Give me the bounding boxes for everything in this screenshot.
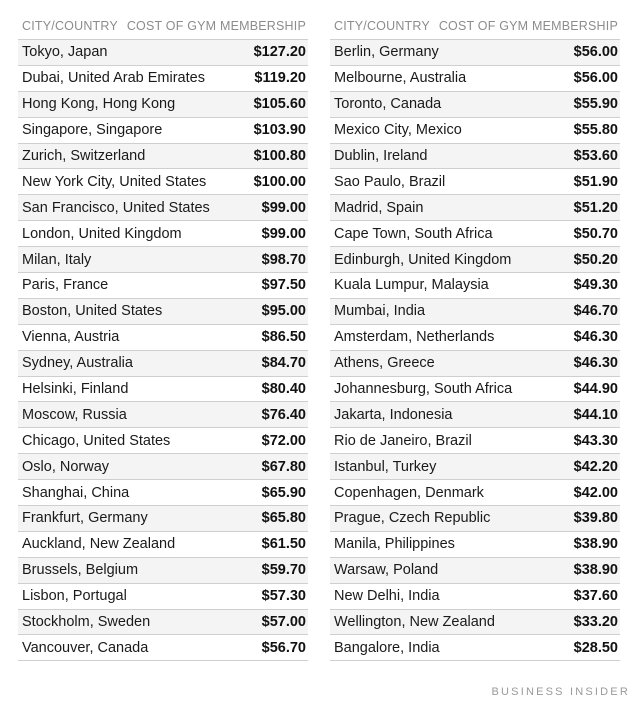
cost-cell: $43.30 [573, 432, 618, 449]
table-row [18, 428, 308, 454]
cost-cell: $33.20 [573, 614, 618, 631]
city-cell: Helsinki, Finland [22, 381, 129, 398]
city-cell: Vancouver, Canada [22, 639, 149, 656]
table-row [18, 351, 308, 377]
cost-cell: $65.90 [261, 484, 306, 501]
cost-cell: $50.70 [573, 225, 618, 242]
cost-cell: $72.00 [261, 432, 306, 449]
cost-cell: $49.30 [573, 277, 618, 294]
city-cell: Chicago, United States [22, 432, 171, 449]
cost-cell: $46.30 [573, 329, 618, 346]
table-row [330, 532, 620, 558]
table-row [330, 169, 620, 195]
cost-cell: $119.20 [254, 70, 306, 87]
city-cell: Wellington, New Zealand [334, 614, 495, 631]
cost-column-header: COST OF GYM MEMBERSHIP [126, 18, 306, 33]
table-body [18, 40, 308, 661]
city-cell: Sydney, Australia [22, 355, 133, 372]
table-row [330, 480, 620, 506]
city-cell: Cape Town, South Africa [334, 225, 493, 242]
city-cell: Melbourne, Australia [334, 70, 467, 87]
city-cell: Copenhagen, Denmark [334, 484, 484, 501]
cost-cell: $76.40 [261, 406, 306, 423]
table-row [330, 273, 620, 299]
table-row [330, 584, 620, 610]
table-row [330, 118, 620, 144]
table-row [330, 402, 620, 428]
table-row [18, 480, 308, 506]
table-header [18, 12, 308, 40]
cost-cell: $99.00 [261, 199, 306, 216]
cost-cell: $42.00 [573, 484, 618, 501]
city-cell: Rio de Janeiro, Brazil [334, 432, 472, 449]
city-cell: Dubai, United Arab Emirates [22, 70, 205, 87]
table-row [330, 506, 620, 532]
city-cell: Edinburgh, United Kingdom [334, 251, 512, 268]
city-cell: Amsterdam, Netherlands [334, 329, 495, 346]
city-cell: Warsaw, Poland [334, 562, 439, 579]
cost-cell: $38.90 [573, 562, 618, 579]
table-row [18, 40, 308, 66]
city-cell: Manila, Philippines [334, 536, 455, 553]
table-row [330, 610, 620, 636]
cost-column-header: COST OF GYM MEMBERSHIP [438, 18, 618, 33]
right-table [330, 12, 620, 661]
city-cell: Auckland, New Zealand [22, 536, 176, 553]
city-cell: Berlin, Germany [334, 44, 439, 61]
table-row [18, 169, 308, 195]
city-cell: Mexico City, Mexico [334, 122, 462, 139]
cost-cell: $28.50 [573, 639, 618, 656]
cost-cell: $100.80 [253, 148, 306, 164]
cost-cell: $84.70 [261, 355, 306, 372]
city-cell: Athens, Greece [334, 355, 435, 372]
table-row [18, 273, 308, 299]
table-row [18, 195, 308, 221]
table-row [330, 221, 620, 247]
city-cell: Boston, United States [22, 303, 163, 320]
cost-cell: $53.60 [573, 148, 618, 164]
city-cell: Istanbul, Turkey [334, 458, 437, 475]
cost-cell: $61.50 [261, 536, 306, 553]
city-cell: New York City, United States [22, 173, 207, 190]
cost-cell: $42.20 [573, 458, 618, 475]
city-cell: Bangalore, India [334, 639, 440, 656]
table-row [18, 247, 308, 273]
city-cell: Prague, Czech Republic [334, 510, 491, 527]
table-row [330, 325, 620, 351]
table-row [18, 532, 308, 558]
cost-cell: $51.20 [573, 199, 618, 216]
table-row [18, 635, 308, 661]
cost-cell: $103.90 [253, 122, 306, 139]
table-row [18, 402, 308, 428]
city-cell: Johannesburg, South Africa [334, 381, 513, 398]
cost-cell: $105.60 [253, 96, 306, 113]
cost-cell: $46.30 [573, 355, 618, 372]
cost-cell: $57.30 [261, 588, 306, 605]
cost-cell: $100.00 [253, 173, 306, 190]
cost-cell: $97.50 [261, 277, 306, 294]
city-cell: Dublin, Ireland [334, 148, 428, 164]
table-row [18, 66, 308, 92]
table-row [18, 299, 308, 325]
cost-cell: $44.10 [573, 406, 618, 423]
city-cell: Milan, Italy [22, 251, 92, 268]
city-cell: Paris, France [22, 277, 109, 294]
table-row [18, 377, 308, 403]
cost-cell: $80.40 [261, 381, 306, 398]
city-cell: Mumbai, India [334, 303, 426, 320]
city-cell: Lisbon, Portugal [22, 588, 127, 605]
table-row [18, 221, 308, 247]
table-row [330, 454, 620, 480]
city-cell: Jakarta, Indonesia [334, 406, 453, 423]
table-row [330, 66, 620, 92]
cost-cell: $46.70 [573, 303, 618, 320]
table-row [330, 428, 620, 454]
city-column-header: CITY/COUNTRY [334, 18, 430, 33]
table-row [18, 325, 308, 351]
city-column-header: CITY/COUNTRY [22, 18, 118, 33]
table-row [330, 299, 620, 325]
cost-cell: $127.20 [253, 44, 306, 61]
cost-cell: $86.50 [261, 329, 306, 346]
city-cell: Madrid, Spain [334, 199, 424, 216]
city-cell: Brussels, Belgium [22, 562, 139, 579]
city-cell: Sao Paulo, Brazil [334, 173, 446, 190]
table-row [330, 144, 620, 170]
table-row [330, 40, 620, 66]
cost-cell: $37.60 [573, 588, 618, 605]
cost-cell: $55.80 [573, 122, 618, 139]
cost-cell: $67.80 [261, 458, 306, 475]
table-header [330, 12, 620, 40]
table-row [330, 92, 620, 118]
table-row [18, 610, 308, 636]
brand-logo: BUSINESS INSIDER [491, 686, 630, 698]
left-table [18, 12, 308, 661]
city-cell: Moscow, Russia [22, 406, 127, 423]
city-cell: Zurich, Switzerland [22, 148, 146, 164]
city-cell: San Francisco, United States [22, 199, 210, 216]
table-row [18, 118, 308, 144]
city-cell: Singapore, Singapore [22, 122, 163, 139]
cost-cell: $65.80 [261, 510, 306, 527]
cost-cell: $57.00 [261, 614, 306, 631]
cost-cell: $38.90 [573, 536, 618, 553]
cost-cell: $98.70 [261, 251, 306, 268]
table-row [330, 351, 620, 377]
cost-cell: $56.00 [573, 44, 618, 61]
city-cell: Stockholm, Sweden [22, 614, 151, 631]
city-cell: Shanghai, China [22, 484, 130, 501]
city-cell: Vienna, Austria [22, 329, 120, 346]
table-row [330, 195, 620, 221]
city-cell: New Delhi, India [334, 588, 440, 605]
cost-cell: $56.70 [261, 639, 306, 656]
table-row [18, 144, 308, 170]
city-cell: Toronto, Canada [334, 96, 442, 113]
table-row [18, 92, 308, 118]
table-row [18, 506, 308, 532]
cost-cell: $50.20 [573, 251, 618, 268]
cost-cell: $39.80 [573, 510, 618, 527]
cost-cell: $55.90 [573, 96, 618, 113]
table-row [330, 558, 620, 584]
city-cell: Hong Kong, Hong Kong [22, 96, 176, 113]
table-body [330, 40, 620, 661]
cost-cell: $51.90 [573, 173, 618, 190]
cost-cell: $56.00 [573, 70, 618, 87]
table-row [330, 377, 620, 403]
city-cell: London, United Kingdom [22, 225, 182, 242]
table-row [330, 635, 620, 661]
cost-cell: $95.00 [261, 303, 306, 320]
table-row [18, 454, 308, 480]
city-cell: Frankfurt, Germany [22, 510, 148, 527]
table-row [18, 558, 308, 584]
cost-cell: $44.90 [573, 381, 618, 398]
cost-cell: $99.00 [261, 225, 306, 242]
table-row [330, 247, 620, 273]
city-cell: Tokyo, Japan [22, 44, 108, 61]
cost-cell: $59.70 [261, 562, 306, 579]
city-cell: Oslo, Norway [22, 458, 110, 475]
table-row [18, 584, 308, 610]
city-cell: Kuala Lumpur, Malaysia [334, 277, 489, 294]
